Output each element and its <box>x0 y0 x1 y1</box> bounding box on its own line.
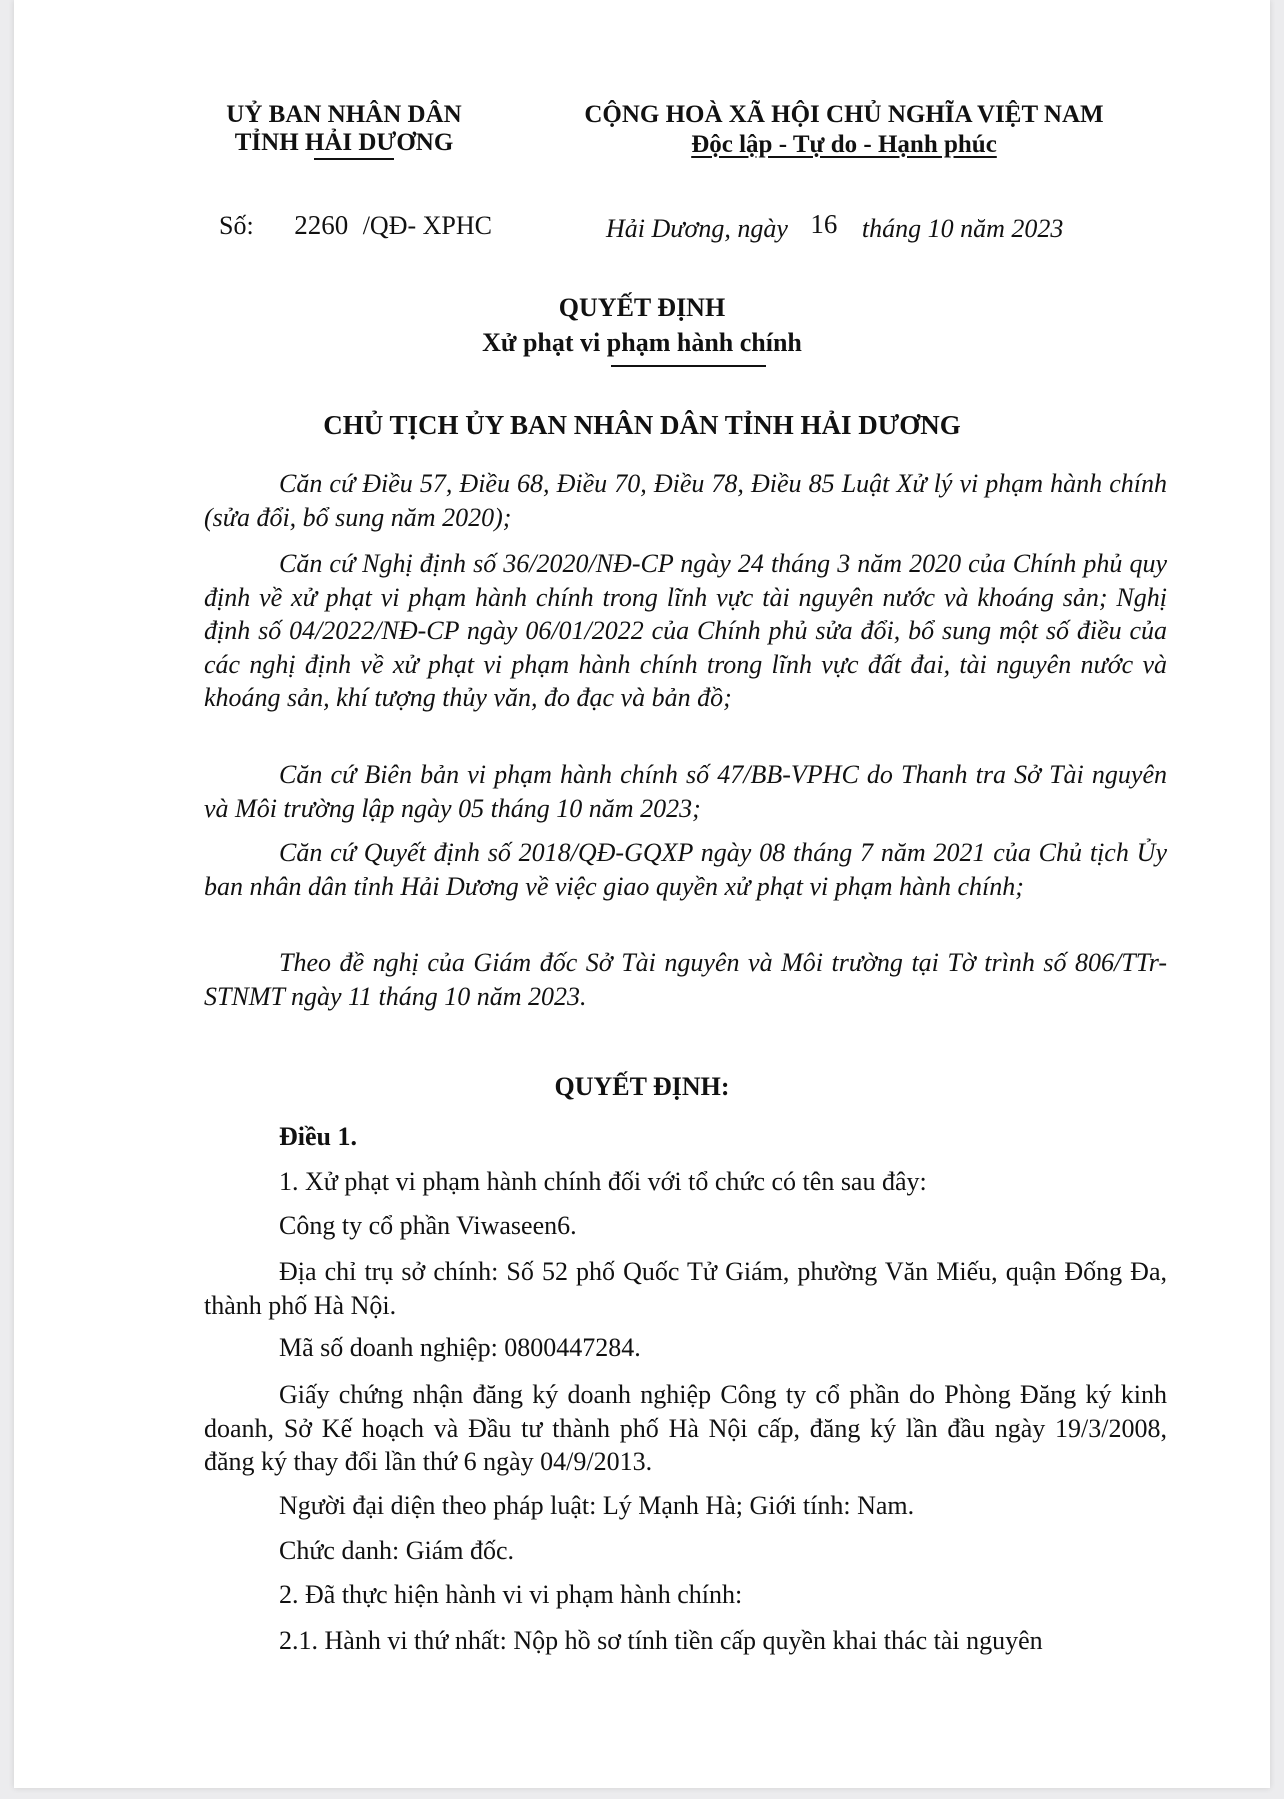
company-name: Công ty cổ phần Viwaseen6. <box>279 1211 577 1240</box>
company-tax-code: Mã số doanh nghiệp: 0800447284. <box>279 1333 641 1362</box>
number-value: 2260 <box>294 210 349 240</box>
document-date <box>606 209 1064 244</box>
agency-line2: TỈNH HẢI DƯƠNG <box>234 129 454 156</box>
agency-name <box>204 101 484 129</box>
legal-basis-3: Căn cứ Biên bản vi phạm hành chính số 47/BB-VPHC do Thanh tra Sở Tài nguyên và Môi trường lập ngày 05 tháng 10 năm 2023; <box>204 760 1167 823</box>
agency-underline <box>314 158 394 160</box>
number-label: Số: <box>219 211 254 240</box>
subtitle-underline <box>611 365 766 367</box>
legal-basis-2: Căn cứ Nghị định số 36/2020/NĐ-CP ngày 24 tháng 3 năm 2020 của Chính phủ quy định về xử phạt vi phạm hành chính trong lĩnh vực tài nguyên nước và khoáng sản; Nghị định số 04/2022/NĐ-CP ngày 06/01/2022 của Chính phủ sửa đổi, bổ sung một số điều của các nghị định về xử phạt vi phạm hành chính trong lĩnh vực đất đai, tài nguyên nước và khoáng sản, khí tượng thủy văn, đo đạc và bản đồ; <box>204 549 1167 712</box>
article-1-item-2-1: 2.1. Hành vi thứ nhất: Nộp hồ sơ tính tiền cấp quyền khai thác tài nguyên <box>279 1626 1043 1655</box>
legal-basis-5: Theo đề nghị của Giám đốc Sở Tài nguyên và Môi trường tại Tờ trình số 806/TTr-STNMT ngày 11 tháng 10 năm 2023. <box>204 948 1167 1011</box>
legal-basis-1: Căn cứ Điều 57, Điều 68, Điều 70, Điều 78, Điều 85 Luật Xử lý vi phạm hành chính (sửa đổi, bổ sung năm 2020); <box>204 469 1167 532</box>
legal-basis-4: Căn cứ Quyết định số 2018/QĐ-GQXP ngày 08 tháng 7 năm 2021 của Chủ tịch Ủy ban nhân dân tỉnh Hải Dương về việc giao quyền xử phạt vi phạm hành chính; <box>204 838 1167 901</box>
agency-line1: UỶ BAN NHÂN DÂN <box>226 101 462 128</box>
decision-heading: QUYẾT ĐỊNH: <box>554 1072 730 1101</box>
article-1-heading: Điều 1. <box>279 1122 357 1151</box>
issuing-authority: CHỦ TỊCH ỦY BAN NHÂN DÂN TỈNH HẢI DƯƠNG <box>323 410 961 440</box>
document-page <box>14 0 1270 1788</box>
representative-position: Chức danh: Giám đốc. <box>279 1536 515 1565</box>
document-title: QUYẾT ĐỊNH <box>558 293 726 322</box>
legal-representative: Người đại diện theo pháp luật: Lý Mạnh Hà; Giới tính: Nam. <box>279 1491 915 1520</box>
business-certificate: Giấy chứng nhận đăng ký doanh nghiệp Công ty cổ phần do Phòng Đăng ký kinh doanh, Sở Kế hoạch và Đầu tư thành phố Hà Nội cấp, đăng ký lần đầu ngày 19/3/2008, đăng ký thay đổi lần thứ 6 ngày 04/9/2013. <box>204 1380 1167 1476</box>
agency-province <box>204 129 484 157</box>
article-1-item-2: 2. Đã thực hiện hành vi vi phạm hành chính: <box>279 1580 743 1609</box>
company-address: Địa chỉ trụ sở chính: Số 52 phố Quốc Tử Giám, phường Văn Miếu, quận Đống Đa, thành phố Hà Nội. <box>204 1257 1167 1320</box>
number-suffix: /QĐ- XPHC <box>362 211 492 240</box>
document-subtitle: Xử phạt vi phạm hành chính <box>482 328 802 357</box>
document-number <box>219 210 492 241</box>
date-suffix: tháng 10 năm 2023 <box>861 214 1064 243</box>
article-1-item-1: 1. Xử phạt vi phạm hành chính đối với tổ chức có tên sau đây: <box>279 1167 927 1196</box>
nation-motto: Độc lập - Tự do - Hạnh phúc <box>691 131 997 158</box>
nation-title: CỘNG HOÀ XÃ HỘI CHỦ NGHĨA VIỆT NAM <box>584 101 1104 128</box>
date-prefix: Hải Dương, ngày <box>606 214 788 243</box>
date-day: 16 <box>810 209 838 239</box>
